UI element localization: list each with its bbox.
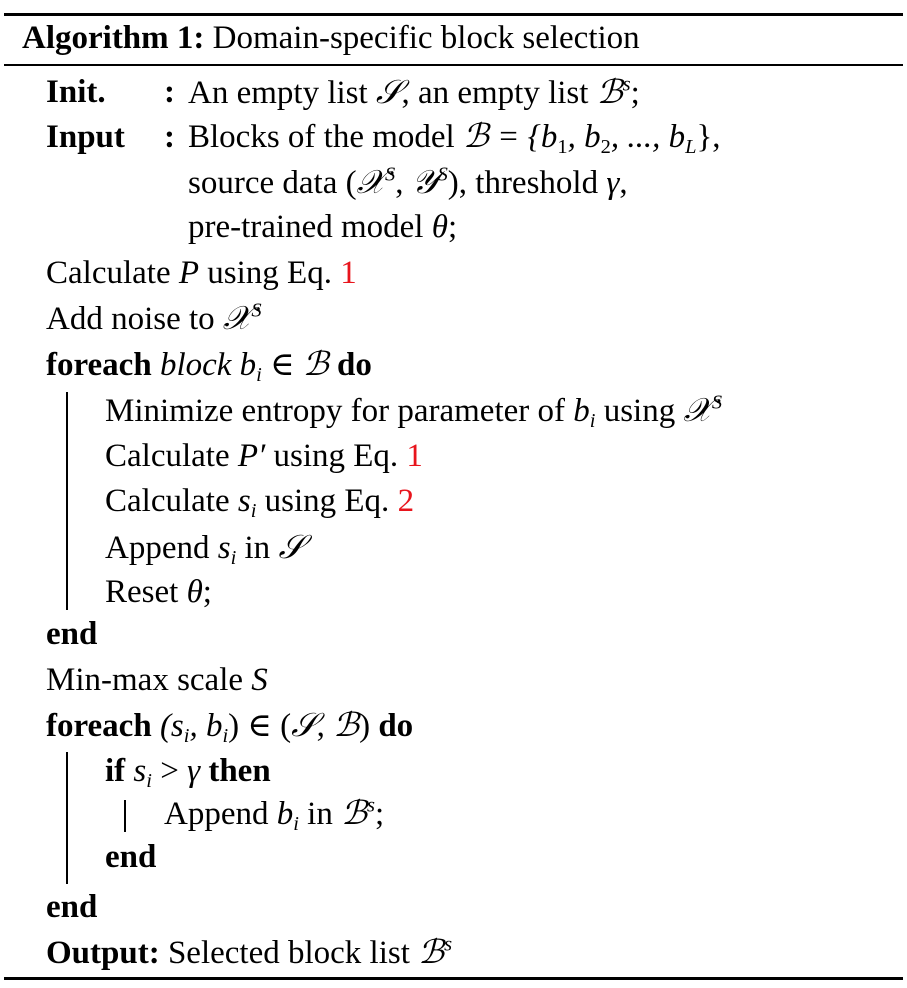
if-then: then [200,753,271,789]
input-sub-2: 2 [600,136,611,159]
foreach2-close: ) [359,708,371,744]
calc-p-var: P [178,255,200,291]
init-text [188,72,640,112]
step-calculate-p [46,253,357,293]
foreach-sub: i [256,364,262,387]
if-bar [124,800,126,832]
reset-text: Reset [105,574,187,610]
append-b-text: Append [164,796,277,832]
minimize-text: Minimize entropy for parameter of [105,393,574,429]
calc-s-text: Calculate [105,483,238,519]
step-append-s [105,527,304,570]
if-sub: i [146,770,152,793]
input-theta: θ [431,209,448,245]
calc-s-sub: i [250,500,257,523]
add-noise-x: 𝒳 [222,298,252,337]
foreach-set-b: ℬ [302,344,329,383]
step-calculate-p-prime [105,436,423,476]
eq-ref-link[interactable]: 2 [397,483,415,519]
input-line1-math4: }, [696,119,721,155]
input-line3-text: pre-trained model [188,209,432,245]
foreach2-set-b: ℬ [333,705,360,744]
append-s-var: s [217,530,231,566]
input-x: 𝒳 [356,162,385,201]
if-gt: > [151,753,188,789]
init-text-1: An empty list [188,75,376,111]
input-line2-text: source data ( [188,165,357,201]
loop-bar-2 [66,752,68,884]
end-foreach-1: end [46,616,98,652]
append-b-var: b [276,796,294,832]
add-noise-text: Add noise to [46,301,223,337]
step-foreach-pair [46,705,414,748]
append-s-sub: i [230,547,237,570]
output-set-b: ℬ [418,932,445,971]
end-if: end [105,839,157,875]
init-text-3: ; [630,75,640,111]
eq-ref-link[interactable]: 1 [406,438,423,474]
minimize-sup: S [711,391,723,414]
input-line-2 [188,162,628,202]
bottom-rule [4,977,903,980]
end-foreach-2: end [46,889,98,925]
input-y-sup: S [437,163,448,186]
calc-p-using: using Eq. [199,255,341,291]
algorithm-title-text: Domain-specific block selection [212,20,640,56]
foreach2-keyword: foreach [46,708,152,744]
foreach2-set-s: 𝒮 [291,705,317,744]
calc-pp-using: using Eq. [265,438,407,474]
calc-pp-text: Calculate [105,438,238,474]
mid-rule [4,64,903,66]
foreach-block-word: block [151,347,240,383]
eq-ref-link[interactable]: 1 [340,255,357,291]
step-reset-theta [105,572,212,612]
foreach-keyword: foreach [46,347,152,383]
init-set-b: ℬ [596,72,623,111]
calc-s-var: s [237,483,251,519]
calc-pp-var: P′ [237,438,266,474]
algorithm-label: Algorithm 1: [22,20,205,56]
if-gamma: γ [187,753,201,789]
step-if [105,751,271,791]
minmax-var: S [251,662,268,698]
minimize-x: 𝒳 [683,390,712,429]
step-foreach-block [46,344,372,387]
append-s-in: in [236,530,279,566]
step-min-max-scale [46,660,268,700]
init-sup-s: s [622,73,631,96]
minimize-sub: i [589,410,596,433]
step-append-b [164,793,385,836]
input-line1-math2: , b [567,119,601,155]
init-colon: : [164,74,175,110]
reset-theta: θ [186,574,203,610]
append-b-end: ; [375,796,385,832]
append-s-text: Append [105,530,218,566]
loop-bar-1 [66,392,68,610]
input-line-3 [188,207,457,247]
append-b-in: in [298,796,342,832]
input-line1-math: ℬ = {b [462,119,558,155]
output-label: Output: [46,935,160,971]
foreach-b: b [239,347,257,383]
append-b-set: ℬ [341,793,368,832]
input-gamma: γ [606,165,620,201]
init-label: Init. [46,74,106,110]
foreach2-do: do [370,708,414,744]
step-add-noise [46,298,262,338]
input-line-1 [188,117,721,157]
output-sup-s: s [444,933,453,956]
if-keyword: if [105,753,126,789]
input-y: 𝒴 [411,162,438,201]
input-line2-end: , [619,165,628,201]
input-colon: : [164,119,175,155]
input-line1-text: Blocks of the model [188,119,463,155]
append-b-sub: i [293,813,299,836]
output-line [46,932,452,972]
step-calculate-s [105,481,414,521]
foreach2-comma: , [316,708,334,744]
append-b-sup: s [367,794,376,817]
step-minimize-entropy [105,390,723,433]
foreach2-in: ) ∈ ( [228,708,292,744]
calc-s-using: using Eq. [256,483,398,519]
foreach-do: do [328,347,372,383]
input-x-sup: S [384,163,396,186]
foreach2-sub-a: i [183,725,190,748]
input-sub-1: 1 [557,136,568,159]
input-line3-end: ; [447,209,458,245]
calc-p-text: Calculate [46,255,179,291]
input-comma: , [395,165,412,201]
input-line2-text2: ), threshold [447,165,607,201]
init-set-s: 𝒮 [375,72,402,111]
input-label: Input [46,119,125,155]
input-line1-math3: , ..., b [610,119,686,155]
output-text: Selected block list [159,935,419,971]
append-s-set: 𝒮 [278,527,304,566]
foreach2-sub-b: i [222,725,229,748]
init-text-2: , an empty list [401,75,597,111]
minimize-using: using [595,393,684,429]
add-noise-sup: S [251,299,262,322]
foreach2-s: (s [151,708,184,744]
input-sub-l: L [685,136,697,159]
minmax-text: Min-max scale [46,662,252,698]
foreach2-b: , b [189,708,223,744]
foreach-in: ∈ [261,347,303,383]
reset-end: ; [202,574,212,610]
top-rule [4,13,903,16]
minimize-b: b [573,393,590,429]
if-s: s [125,753,147,789]
algorithm-title [22,18,640,58]
